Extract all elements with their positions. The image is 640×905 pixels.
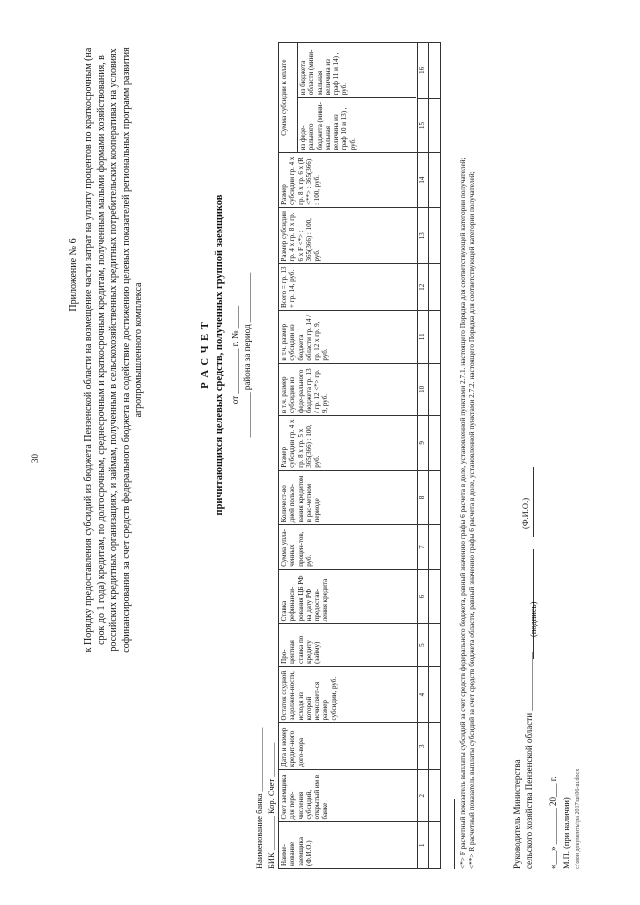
subsidy-group-label: Сумма субсидии к оплате (279, 43, 298, 152)
column-number: 1 (418, 822, 429, 869)
column-number: 2 (418, 769, 429, 822)
header-cell: Дата и номер кредит-ного дого-вора (279, 723, 418, 770)
header-cell: в т.ч. размер субсидии из феде-рального бюджета гр. 13 / гр. 12 <*> гр. 9, руб. (279, 363, 418, 416)
signatory-title: Руководитель Министерства (512, 759, 522, 869)
header-cell: в т.ч. размер субсидии из бюджета области гр. 14 / гр. 12 х гр. 9, руб. (279, 311, 418, 364)
file-path: c:\мои документы\pa 2017\ш\06-ш.docx (575, 768, 581, 869)
column-number: 6 (418, 569, 429, 624)
seal-placeholder: М.П. (при наличии) (561, 797, 571, 869)
header-cell: из феде-рального бюджета (мини-мальная величина из граф 10 и 13) , руб. (298, 97, 416, 152)
header-cell: Счет заемщика для пере-числения субсидий, открытый им в банке (279, 769, 418, 822)
header-cell: Размер субсидии гр. 4 х гр. 8 х гр. 6 х (R <**> : 365(366) : 100, руб. (279, 153, 418, 208)
signature-date: «___» ________ 20___ г. (548, 776, 558, 869)
name-caption: (Ф.И.О.) (520, 497, 530, 529)
column-number: 9 (418, 416, 429, 471)
header-cell: из бюджета области (мини-мальная величина из граф 11 и 14) , руб. (299, 49, 349, 96)
table-empty-row (429, 43, 441, 869)
footnotes (458, 109, 476, 869)
bik-line: БИК ________ Кор. Счет ________ (266, 742, 276, 869)
footnote-divider (454, 799, 455, 869)
column-number: 10 (418, 363, 429, 416)
column-number: 16 (418, 43, 429, 99)
signature-caption: (подпись) (528, 601, 538, 637)
header-cell: Наиме-нование заемщика (Ф.И.О.) (279, 822, 418, 869)
column-number: 11 (418, 311, 429, 364)
column-number: 4 (418, 666, 429, 723)
header-cell: Ставка рефинанси-рования ЦБ РФ на дату РФ предостав-ления кредита (279, 569, 418, 624)
table-number-row (418, 43, 429, 869)
district-period: __________ района за период ___________ (242, 272, 252, 438)
appendix-title: Приложение № 6 (68, 238, 79, 312)
name-line (533, 467, 534, 537)
column-number: 13 (418, 207, 429, 264)
header-cell-subsidy-group (279, 43, 418, 153)
document-date-number: от __________ г. № _____ (230, 305, 240, 405)
column-number: 12 (418, 264, 429, 311)
document-subtitle: причитающихся целевых средств, полученных группой заемщиков (214, 194, 225, 516)
column-number: 3 (418, 723, 429, 770)
bank-name-line: Наименование банка _______________ (254, 727, 264, 869)
column-number: 14 (418, 153, 429, 208)
page-number: 30 (30, 454, 40, 463)
column-number: 8 (418, 470, 429, 525)
footnote-federal: <*> F расчетный показатель выплаты субсидий за счет средств федерального бюджета, равный значению графы 6 расчета в доле, установленной пунктами 2.7.1. настоящего Порядка для соответствующей категории получателей; (458, 157, 467, 869)
appendix-subtitle: к Порядку предоставления субсидий из бюджета Пензенской области на возмещение части затрат на уплату процентов по краткосрочным (на срок до 1 года) кредитам, по долгосрочным, среднесрочным и краткосрочным кредитам, полученным малыми формами хозяйствования, в российских кредитных организациях, и займам, полученным в сельскохозяйственных кредитных потребительских кооперативах на условиях софинансирования за счет средств федерального бюджета на содействие достижению целевых показателей региональных программ развития агропромышленного комплекса (83, 47, 145, 653)
header-cell: Сумма упла-ченных процен-тов, руб. (279, 525, 418, 569)
calculation-table (278, 42, 441, 869)
header-cell: Всего = гр. 13 + гр. 14, руб. (279, 264, 418, 311)
header-cell: Размер субсидии гр. 4 х гр. 8 х гр. 5 х 365(366) : 100, руб. (279, 416, 418, 471)
header-cell: Остаток ссудной задолжен-ности, исходя из которой исчисляет-ся размер субсидии, руб. (279, 666, 418, 723)
column-number: 7 (418, 525, 429, 569)
column-number: 15 (418, 98, 429, 153)
header-cell: Количест-во дней пользо-вания кредитом в рас-четном периоде (279, 470, 418, 525)
footnote-regional: <**> R расчетный показатель выплаты субсидий за счет средств бюджета области, равный значению графы 6 расчета в доле, установленной пунктами 2.7.2. настоящего Порядка для соответствующей категории получателей; (467, 171, 476, 869)
document-title: Р А С Ч Е Т (200, 321, 211, 389)
header-cell: Про-центная ставка по кредиту (займу) (279, 624, 418, 666)
column-number: 5 (418, 624, 429, 666)
table-header-row (279, 43, 418, 869)
signatory-organization: сельского хозяйства Пензенской области _____________ (524, 652, 534, 869)
header-cell: Размер субсидии гр. 4 х гр. 8 х гр. 6 х F <*> : 365(366) : 100, руб. (279, 207, 418, 264)
